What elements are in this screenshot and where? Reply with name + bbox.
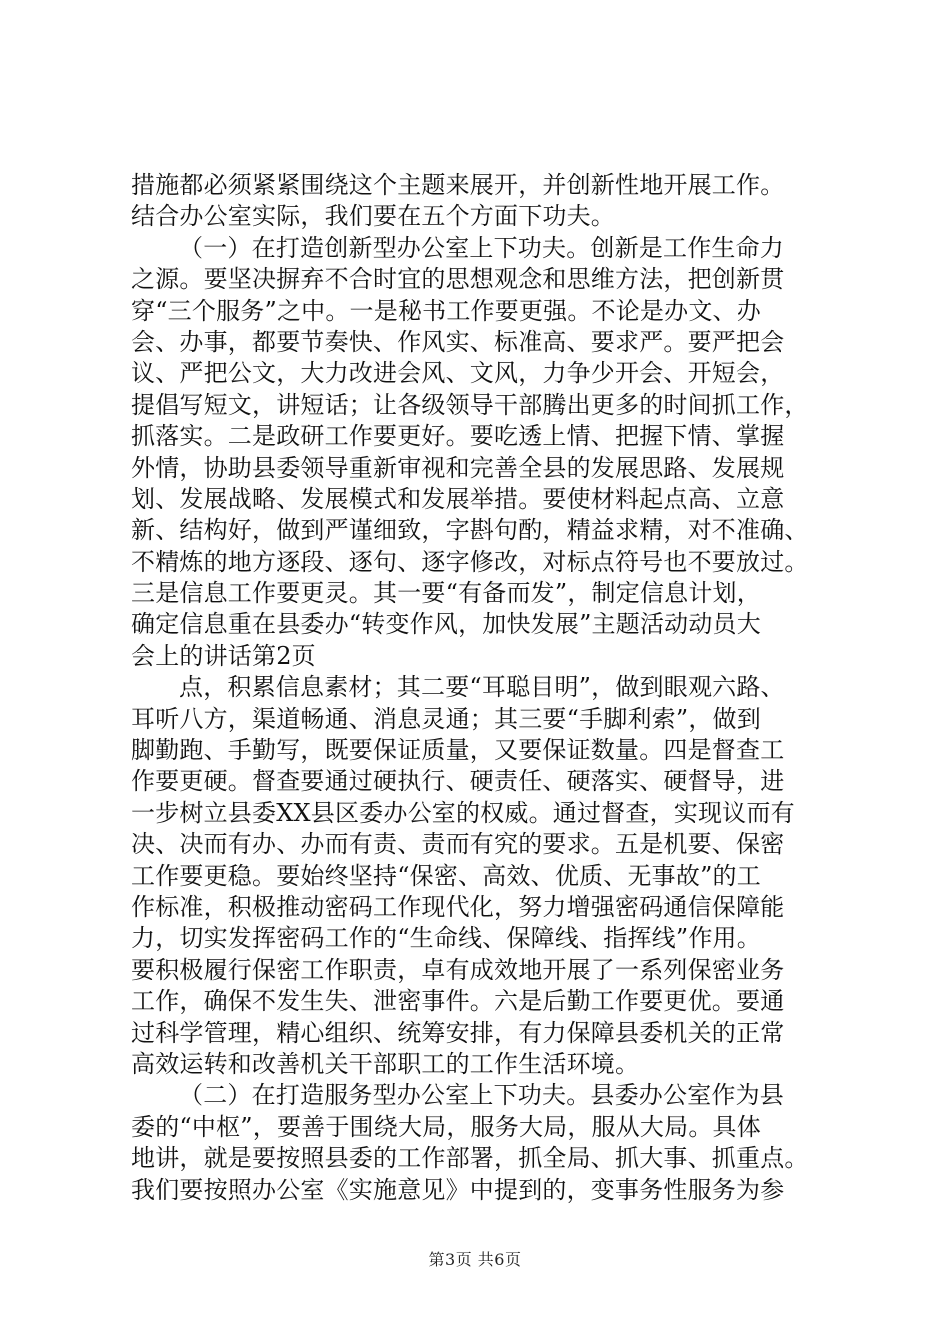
text-line: 之源。要坚决摒弃不合时宜的思想观念和思维方法，把创新贯 xyxy=(131,265,785,294)
text-line: 力，切实发挥密码工作的“生命线、保障线、指挥线”作用。 xyxy=(131,924,761,953)
text-line: 抓落实。二是政研工作要更好。要吃透上情、把握下情、掌握 xyxy=(131,422,785,451)
text-line: 一步树立县委XX县区委办公室的权威。通过督查，实现议而有 xyxy=(131,798,795,827)
text-line: 地讲，就是要按照县委的工作部署，抓全局、抓大事、抓重点。 xyxy=(131,1144,809,1173)
text-line: 作标准，积极推动密码工作现代化，努力增强密码通信保障能 xyxy=(131,892,785,921)
text-line: 耳听八方，渠道畅通、消息灵通；其三要“手脚利索”，做到 xyxy=(131,704,761,733)
text-line: 穿“三个服务”之中。一是秘书工作要更强。不论是办文、办 xyxy=(131,296,761,325)
paragraph-start-line: 点，积累信息素材；其二要“耳聪目明”，做到眼观六路、 xyxy=(179,673,785,702)
text-line: 议、严把公文，大力改进会风、文风，力争少开会、开短会， xyxy=(131,359,785,388)
text-line: 确定信息重在县委办“转变作风，加快发展”主题活动动员大 xyxy=(131,610,761,639)
text-line: 措施都必须紧紧围绕这个主题来展开，并创新性地开展工作。 xyxy=(131,171,785,199)
text-line: 工作要更稳。要始终坚持“保密、高效、优质、无事故”的工 xyxy=(131,861,761,890)
text-line: 高效运转和改善机关干部职工的工作生活环境。 xyxy=(131,1049,640,1078)
text-line: 脚勤跑、手勤写，既要保证质量，又要保证数量。四是督查工 xyxy=(131,736,785,765)
text-line: 过科学管理，精心组织、统筹安排，有力保障县委机关的正常 xyxy=(131,1018,785,1047)
text-line: 要积极履行保密工作职责，卓有成效地开展了一系列保密业务 xyxy=(131,955,785,984)
text-line: 不精炼的地方逐段、逐句、逐字修改，对标点符号也不要放过。 xyxy=(131,547,809,576)
text-line: 划、发展战略、发展模式和发展举措。要使材料起点高、立意 xyxy=(131,484,785,513)
page-number-footer: 第3页 共6页 xyxy=(428,1250,522,1269)
text-line: 我们要按照办公室《实施意见》中提到的，变事务性服务为参 xyxy=(131,1175,785,1204)
text-line: 提倡写短文，讲短话；让各级领导干部腾出更多的时间抓工作， xyxy=(131,390,809,419)
text-line: 作要更硬。督查要通过硬执行、硬责任、硬落实、硬督导，进 xyxy=(131,767,785,796)
text-line: 决、决而有办、办而有责、责而有究的要求。五是机要、保密 xyxy=(131,830,785,859)
text-line: 工作，确保不发生失、泄密事件。六是后勤工作要更优。要通 xyxy=(131,987,785,1016)
text-line: 会、办事，都要节奏快、作风实、标准高、要求严。要严把会 xyxy=(131,327,785,356)
text-line: 新、结构好，做到严谨细致，字斟句酌，精益求精，对不准确、 xyxy=(131,516,809,545)
text-line: 三是信息工作要更灵。其一要“有备而发”，制定信息计划， xyxy=(131,579,761,608)
text-line: 外情，协助县委领导重新审视和完善全县的发展思路、发展规 xyxy=(131,453,785,482)
text-line: 结合办公室实际，我们要在五个方面下功夫。 xyxy=(131,202,615,231)
document-body xyxy=(131,170,831,1206)
paragraph-start-line: （二）在打造服务型办公室上下功夫。县委办公室作为县 xyxy=(179,1081,784,1110)
paragraph-start-line: （一）在打造创新型办公室上下功夫。创新是工作生命力 xyxy=(179,233,784,262)
text-line: 会上的讲话第2页 xyxy=(131,641,316,670)
text-line: 委的“中枢”，要善于围绕大局，服务大局，服从大局。具体 xyxy=(131,1112,761,1141)
